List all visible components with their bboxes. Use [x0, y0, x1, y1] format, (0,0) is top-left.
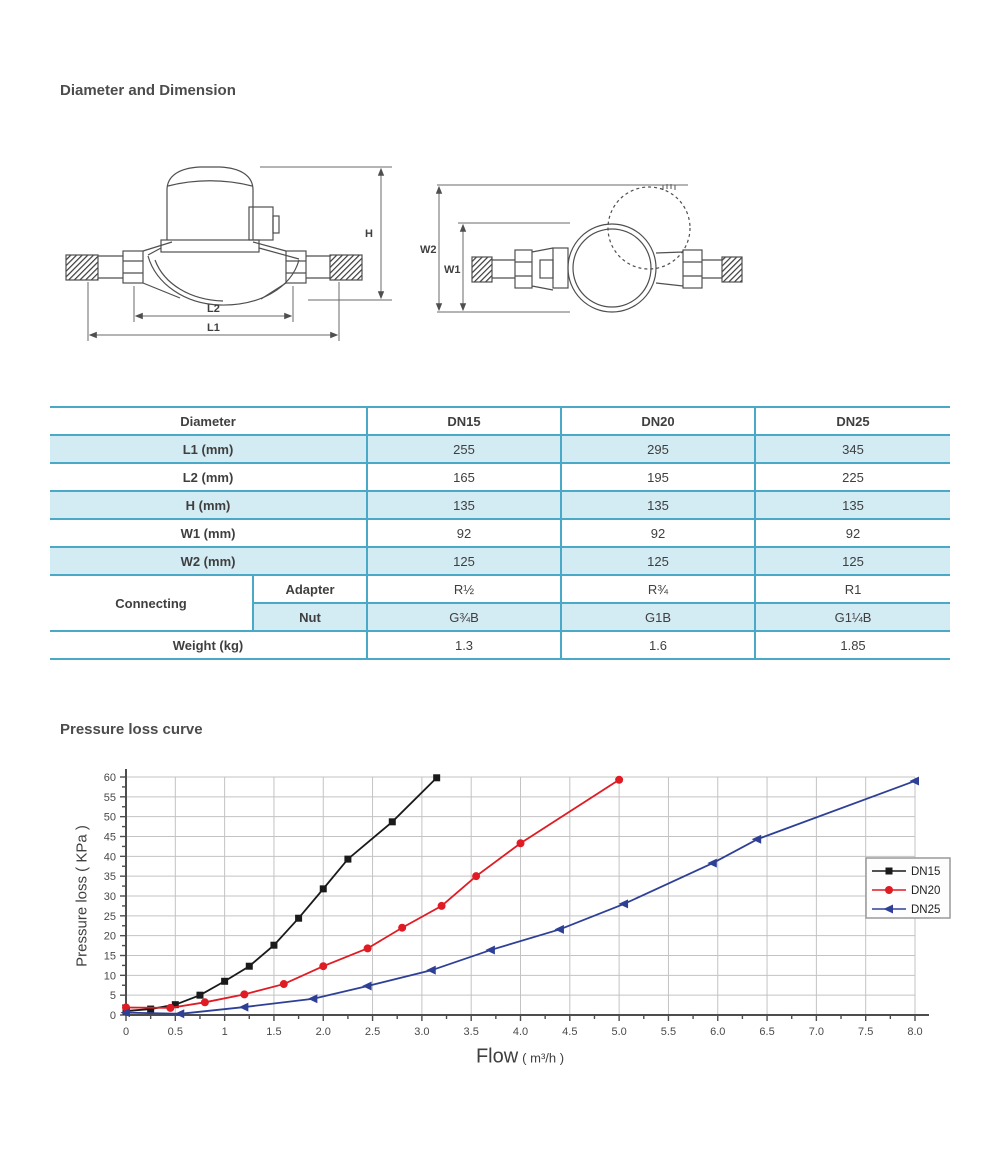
cell-value: 295 [561, 435, 755, 463]
row-label: L1 (mm) [50, 435, 367, 463]
dimension-label-h: H [365, 228, 373, 240]
chart-axes [120, 769, 929, 1021]
row-label: W1 (mm) [50, 519, 367, 547]
header-dn15: DN15 [367, 407, 561, 435]
row-sublabel-adapter: Adapter [253, 575, 367, 603]
x-axis-title-unit: ( m³/h ) [522, 1050, 565, 1066]
cell-value: 1.3 [367, 631, 561, 659]
svg-text:30: 30 [103, 891, 116, 903]
svg-text:5.0: 5.0 [611, 1026, 627, 1038]
meter-side-body [66, 167, 362, 305]
svg-text:3.5: 3.5 [463, 1026, 479, 1038]
svg-text:2.5: 2.5 [364, 1026, 381, 1038]
cell-value: 195 [561, 463, 755, 491]
cell-value: R½ [367, 575, 561, 603]
pressure-loss-chart [55, 745, 1000, 1045]
table-row-h [50, 491, 950, 519]
row-label: H (mm) [50, 491, 367, 519]
svg-text:10: 10 [103, 970, 116, 983]
svg-text:35: 35 [103, 871, 116, 884]
svg-text:40: 40 [103, 851, 116, 864]
table-row-w1 [50, 519, 950, 547]
cell-value: 225 [755, 463, 950, 491]
svg-text:0.5: 0.5 [167, 1026, 183, 1038]
svg-text:25: 25 [103, 910, 116, 923]
cell-value: 1.85 [755, 631, 950, 659]
chart-grid [126, 777, 915, 1015]
dimension-label-w2: W2 [420, 244, 437, 256]
svg-text:8.0: 8.0 [907, 1026, 923, 1038]
table-row-l2 [50, 463, 950, 491]
table-row-weight [50, 631, 950, 659]
svg-text:20: 20 [103, 930, 116, 943]
cell-value: 92 [561, 519, 755, 547]
cell-value: 125 [367, 547, 561, 575]
cell-value: 165 [367, 463, 561, 491]
meter-top-view-drawing [420, 160, 765, 325]
cell-value: 1.6 [561, 631, 755, 659]
cell-value: G1B [561, 603, 755, 631]
dimension-label-l2: L2 [207, 303, 220, 315]
cell-value: R1 [755, 575, 950, 603]
svg-text:3.0: 3.0 [414, 1026, 430, 1038]
cell-value: 125 [561, 547, 755, 575]
cell-value: 125 [755, 547, 950, 575]
cell-value: R¾ [561, 575, 755, 603]
cell-value: 255 [367, 435, 561, 463]
svg-text:7.0: 7.0 [808, 1026, 825, 1038]
cell-value: G1¼B [755, 603, 950, 631]
cell-value: 92 [755, 519, 950, 547]
dimension-label-l1: L1 [207, 322, 220, 334]
svg-text:60: 60 [103, 772, 116, 784]
table-row-adapter [50, 575, 950, 603]
chart-series-DN15 [123, 774, 441, 1014]
cell-value: G¾B [367, 603, 561, 631]
dimension-lines-side [88, 167, 392, 341]
chart-series-DN25 [121, 776, 920, 1018]
cell-value: 345 [755, 435, 950, 463]
section-title-pressure: Pressure loss curve [60, 721, 203, 738]
table-row-w2 [50, 547, 950, 575]
dimension-table [50, 406, 950, 660]
cell-value: 135 [755, 491, 950, 519]
header-diameter: Diameter [50, 407, 367, 435]
svg-text:1: 1 [221, 1026, 228, 1038]
y-axis-title: Pressure loss ( KPa ) [73, 825, 91, 967]
legend-label-DN20: DN20 [911, 885, 941, 897]
legend-label-DN25: DN25 [911, 904, 941, 916]
dimension-label-w1: W1 [444, 264, 461, 276]
svg-text:4.0: 4.0 [512, 1026, 529, 1038]
chart-legend [866, 858, 950, 918]
section-title-dimension: Diameter and Dimension [60, 82, 236, 99]
header-dn25: DN25 [755, 407, 950, 435]
svg-text:0: 0 [109, 1010, 116, 1022]
svg-text:1.5: 1.5 [266, 1026, 282, 1038]
header-dn20: DN20 [561, 407, 755, 435]
row-label: Weight (kg) [50, 631, 367, 659]
table-header-row [50, 407, 950, 435]
row-label-connecting: Connecting [50, 575, 253, 631]
svg-text:15: 15 [103, 950, 116, 963]
svg-text:4.5: 4.5 [562, 1026, 578, 1038]
svg-text:6.0: 6.0 [710, 1026, 726, 1038]
table-row-l1 [50, 435, 950, 463]
legend-label-DN15: DN15 [911, 866, 941, 878]
cell-value: 92 [367, 519, 561, 547]
row-label: W2 (mm) [50, 547, 367, 575]
svg-text:6.5: 6.5 [759, 1026, 775, 1038]
x-axis-title-main: Flow [475, 1045, 519, 1068]
svg-text:50: 50 [103, 811, 116, 824]
svg-text:45: 45 [103, 831, 116, 844]
x-axis-title [476, 1046, 564, 1069]
meter-side-view-drawing [60, 152, 405, 357]
cell-value: 135 [561, 491, 755, 519]
cell-value: 135 [367, 491, 561, 519]
meter-top-body [472, 184, 742, 312]
row-sublabel-nut: Nut [253, 603, 367, 631]
row-label: L2 (mm) [50, 463, 367, 491]
svg-text:55: 55 [103, 791, 116, 804]
svg-text:0: 0 [122, 1026, 130, 1038]
svg-text:5: 5 [109, 990, 116, 1003]
svg-text:7.5: 7.5 [858, 1026, 874, 1038]
svg-text:5.5: 5.5 [660, 1026, 677, 1038]
svg-text:2.0: 2.0 [315, 1026, 331, 1038]
